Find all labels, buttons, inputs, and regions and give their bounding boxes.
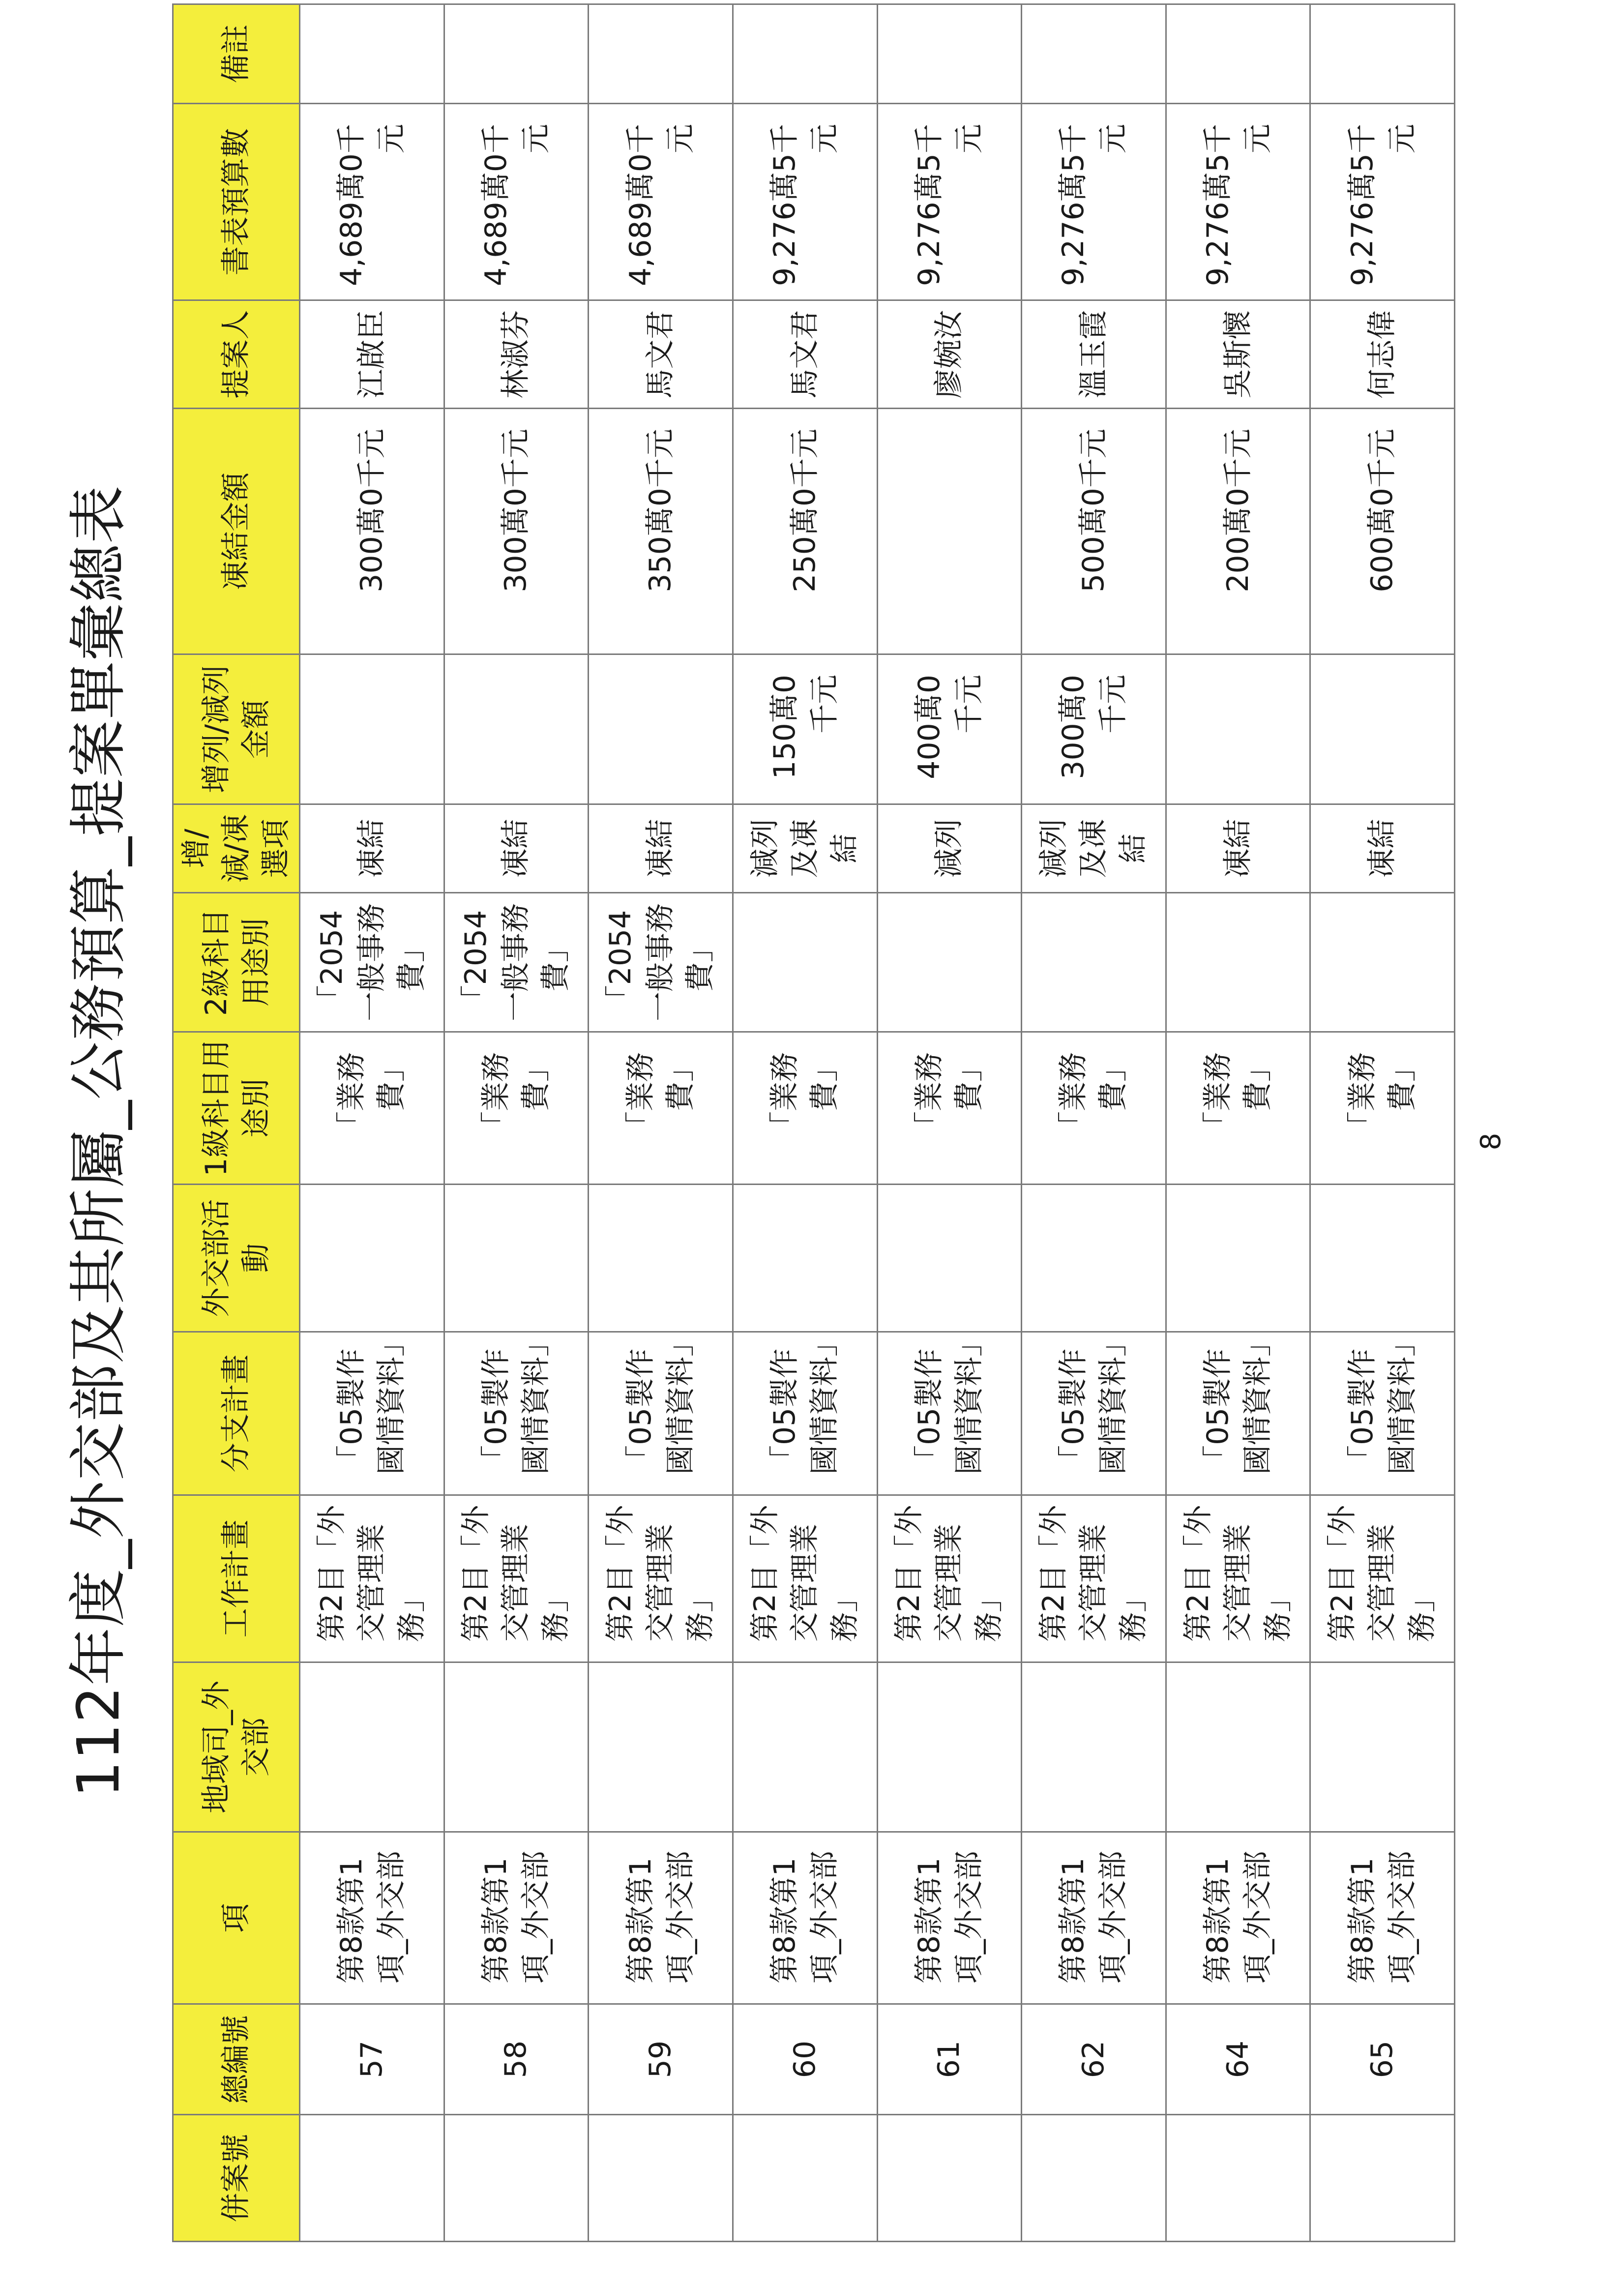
merge-no-cell bbox=[1022, 2115, 1166, 2242]
region-cell bbox=[1166, 1662, 1310, 1832]
merge-no-cell bbox=[589, 2115, 733, 2242]
item-cell: 第8款第1項_外交部 bbox=[589, 1832, 733, 2004]
column-header: 增列/減列金額 bbox=[173, 654, 300, 804]
sub-plan-cell: 「05製作國情資料」 bbox=[444, 1332, 589, 1495]
freeze-amount-cell: 300萬0千元 bbox=[444, 409, 589, 654]
activity-cell bbox=[1022, 1185, 1166, 1332]
proposer-cell: 何志偉 bbox=[1310, 300, 1455, 409]
column-header: 併案號 bbox=[173, 2115, 300, 2242]
adjust-amount-cell: 400萬0千元 bbox=[877, 654, 1022, 804]
sub-plan-cell: 「05製作國情資料」 bbox=[300, 1332, 444, 1495]
merge-no-cell bbox=[444, 2115, 589, 2242]
level2-subject-cell bbox=[733, 893, 877, 1032]
sub-plan-cell: 「05製作國情資料」 bbox=[1166, 1332, 1310, 1495]
level2-subject-cell bbox=[877, 893, 1022, 1032]
level1-subject-cell: 「業務費」 bbox=[1022, 1032, 1166, 1185]
table-row bbox=[1310, 4, 1455, 2242]
column-header: 提案人 bbox=[173, 300, 300, 409]
table-row bbox=[589, 4, 733, 2242]
region-cell bbox=[1310, 1662, 1455, 1832]
freeze-amount-cell bbox=[877, 409, 1022, 654]
region-cell bbox=[300, 1662, 444, 1832]
action-cell: 凍結 bbox=[589, 804, 733, 893]
remarks-cell bbox=[877, 4, 1022, 104]
column-header: 地域司_外交部 bbox=[173, 1662, 300, 1832]
remarks-cell bbox=[300, 4, 444, 104]
proposer-cell: 吳斯懷 bbox=[1166, 300, 1310, 409]
work-plan-cell: 第2目「外交管理業務」 bbox=[877, 1495, 1022, 1662]
freeze-amount-cell: 600萬0千元 bbox=[1310, 409, 1455, 654]
work-plan-cell: 第2目「外交管理業務」 bbox=[1022, 1495, 1166, 1662]
sub-plan-cell: 「05製作國情資料」 bbox=[1022, 1332, 1166, 1495]
work-plan-cell: 第2目「外交管理業務」 bbox=[1166, 1495, 1310, 1662]
item-cell: 第8款第1項_外交部 bbox=[1166, 1832, 1310, 2004]
freeze-amount-cell: 250萬0千元 bbox=[733, 409, 877, 654]
page-title: 112年度_外交部及其所屬_公務預算_提案單彙總表 bbox=[64, 485, 132, 1798]
column-header: 1級科目用途別 bbox=[173, 1032, 300, 1185]
work-plan-cell: 第2目「外交管理業務」 bbox=[444, 1495, 589, 1662]
total-no-cell: 64 bbox=[1166, 2004, 1310, 2115]
activity-cell bbox=[1166, 1185, 1310, 1332]
total-no-cell: 60 bbox=[733, 2004, 877, 2115]
level2-subject-cell bbox=[1022, 893, 1166, 1032]
item-cell: 第8款第1項_外交部 bbox=[1022, 1832, 1166, 2004]
table-row bbox=[1166, 4, 1310, 2242]
remarks-cell bbox=[733, 4, 877, 104]
remarks-cell bbox=[589, 4, 733, 104]
region-cell bbox=[733, 1662, 877, 1832]
adjust-amount-cell: 300萬0千元 bbox=[1022, 654, 1166, 804]
adjust-amount-cell bbox=[1310, 654, 1455, 804]
total-no-cell: 59 bbox=[589, 2004, 733, 2115]
level1-subject-cell: 「業務費」 bbox=[1166, 1032, 1310, 1185]
item-cell: 第8款第1項_外交部 bbox=[733, 1832, 877, 2004]
column-header: 備註 bbox=[173, 4, 300, 104]
budget-cell: 9,276萬5千元 bbox=[1022, 104, 1166, 300]
activity-cell bbox=[1310, 1185, 1455, 1332]
table-row bbox=[733, 4, 877, 2242]
region-cell bbox=[589, 1662, 733, 1832]
header-row bbox=[173, 4, 300, 2242]
adjust-amount-cell bbox=[1166, 654, 1310, 804]
column-header: 外交部活動 bbox=[173, 1185, 300, 1332]
total-no-cell: 57 bbox=[300, 2004, 444, 2115]
budget-cell: 4,689萬0千元 bbox=[589, 104, 733, 300]
region-cell bbox=[1022, 1662, 1166, 1832]
level2-subject-cell bbox=[1166, 893, 1310, 1032]
item-cell: 第8款第1項_外交部 bbox=[300, 1832, 444, 2004]
table-row bbox=[877, 4, 1022, 2242]
budget-cell: 4,689萬0千元 bbox=[300, 104, 444, 300]
budget-cell: 9,276萬5千元 bbox=[1310, 104, 1455, 300]
work-plan-cell: 第2目「外交管理業務」 bbox=[300, 1495, 444, 1662]
action-cell: 減列及凍結 bbox=[1022, 804, 1166, 893]
merge-no-cell bbox=[733, 2115, 877, 2242]
sub-plan-cell: 「05製作國情資料」 bbox=[589, 1332, 733, 1495]
table-row bbox=[444, 4, 589, 2242]
level2-subject-cell: 「2054一般事務費」 bbox=[300, 893, 444, 1032]
item-cell: 第8款第1項_外交部 bbox=[444, 1832, 589, 2004]
table-row bbox=[300, 4, 444, 2242]
column-header: 書表預算數 bbox=[173, 104, 300, 300]
budget-cell: 9,276萬5千元 bbox=[877, 104, 1022, 300]
remarks-cell bbox=[1022, 4, 1166, 104]
action-cell: 凍結 bbox=[1166, 804, 1310, 893]
activity-cell bbox=[589, 1185, 733, 1332]
proposal-table-container bbox=[172, 24, 1455, 2242]
level2-subject-cell bbox=[1310, 893, 1455, 1032]
proposal-table bbox=[172, 3, 1455, 2242]
level1-subject-cell: 「業務費」 bbox=[733, 1032, 877, 1185]
table-row bbox=[1022, 4, 1166, 2242]
remarks-cell bbox=[1166, 4, 1310, 104]
column-header: 總編號 bbox=[173, 2004, 300, 2115]
column-header: 2級科目用途別 bbox=[173, 893, 300, 1032]
column-header: 項 bbox=[173, 1832, 300, 2004]
work-plan-cell: 第2目「外交管理業務」 bbox=[589, 1495, 733, 1662]
adjust-amount-cell: 150萬0千元 bbox=[733, 654, 877, 804]
merge-no-cell bbox=[300, 2115, 444, 2242]
budget-cell: 9,276萬5千元 bbox=[733, 104, 877, 300]
item-cell: 第8款第1項_外交部 bbox=[877, 1832, 1022, 2004]
merge-no-cell bbox=[877, 2115, 1022, 2242]
proposer-cell: 江啟臣 bbox=[300, 300, 444, 409]
action-cell: 減列及凍結 bbox=[733, 804, 877, 893]
proposer-cell: 馬文君 bbox=[733, 300, 877, 409]
level2-subject-cell: 「2054一般事務費」 bbox=[589, 893, 733, 1032]
action-cell: 凍結 bbox=[300, 804, 444, 893]
level1-subject-cell: 「業務費」 bbox=[444, 1032, 589, 1185]
budget-cell: 9,276萬5千元 bbox=[1166, 104, 1310, 300]
work-plan-cell: 第2目「外交管理業務」 bbox=[733, 1495, 877, 1662]
action-cell: 減列 bbox=[877, 804, 1022, 893]
total-no-cell: 62 bbox=[1022, 2004, 1166, 2115]
sub-plan-cell: 「05製作國情資料」 bbox=[733, 1332, 877, 1495]
level1-subject-cell: 「業務費」 bbox=[589, 1032, 733, 1185]
budget-cell: 4,689萬0千元 bbox=[444, 104, 589, 300]
total-no-cell: 58 bbox=[444, 2004, 589, 2115]
column-header: 工作計畫 bbox=[173, 1495, 300, 1662]
action-cell: 凍結 bbox=[444, 804, 589, 893]
adjust-amount-cell bbox=[300, 654, 444, 804]
column-header: 增/減/凍選項 bbox=[173, 804, 300, 893]
proposer-cell: 廖婉汝 bbox=[877, 300, 1022, 409]
level1-subject-cell: 「業務費」 bbox=[877, 1032, 1022, 1185]
total-no-cell: 61 bbox=[877, 2004, 1022, 2115]
proposer-cell: 馬文君 bbox=[589, 300, 733, 409]
activity-cell bbox=[300, 1185, 444, 1332]
freeze-amount-cell: 200萬0千元 bbox=[1166, 409, 1310, 654]
level2-subject-cell: 「2054一般事務費」 bbox=[444, 893, 589, 1032]
page-number: 8 bbox=[1475, 1132, 1507, 1151]
work-plan-cell: 第2目「外交管理業務」 bbox=[1310, 1495, 1455, 1662]
column-header: 分支計畫 bbox=[173, 1332, 300, 1495]
region-cell bbox=[444, 1662, 589, 1832]
item-cell: 第8款第1項_外交部 bbox=[1310, 1832, 1455, 2004]
action-cell: 凍結 bbox=[1310, 804, 1455, 893]
merge-no-cell bbox=[1310, 2115, 1455, 2242]
level1-subject-cell: 「業務費」 bbox=[300, 1032, 444, 1185]
adjust-amount-cell bbox=[444, 654, 589, 804]
level1-subject-cell: 「業務費」 bbox=[1310, 1032, 1455, 1185]
activity-cell bbox=[877, 1185, 1022, 1332]
freeze-amount-cell: 350萬0千元 bbox=[589, 409, 733, 654]
total-no-cell: 65 bbox=[1310, 2004, 1455, 2115]
remarks-cell bbox=[1310, 4, 1455, 104]
activity-cell bbox=[733, 1185, 877, 1332]
remarks-cell bbox=[444, 4, 589, 104]
region-cell bbox=[877, 1662, 1022, 1832]
sub-plan-cell: 「05製作國情資料」 bbox=[877, 1332, 1022, 1495]
proposer-cell: 林淑芬 bbox=[444, 300, 589, 409]
merge-no-cell bbox=[1166, 2115, 1310, 2242]
freeze-amount-cell: 500萬0千元 bbox=[1022, 409, 1166, 654]
activity-cell bbox=[444, 1185, 589, 1332]
proposer-cell: 溫玉霞 bbox=[1022, 300, 1166, 409]
column-header: 凍結金額 bbox=[173, 409, 300, 654]
freeze-amount-cell: 300萬0千元 bbox=[300, 409, 444, 654]
sub-plan-cell: 「05製作國情資料」 bbox=[1310, 1332, 1455, 1495]
adjust-amount-cell bbox=[589, 654, 733, 804]
